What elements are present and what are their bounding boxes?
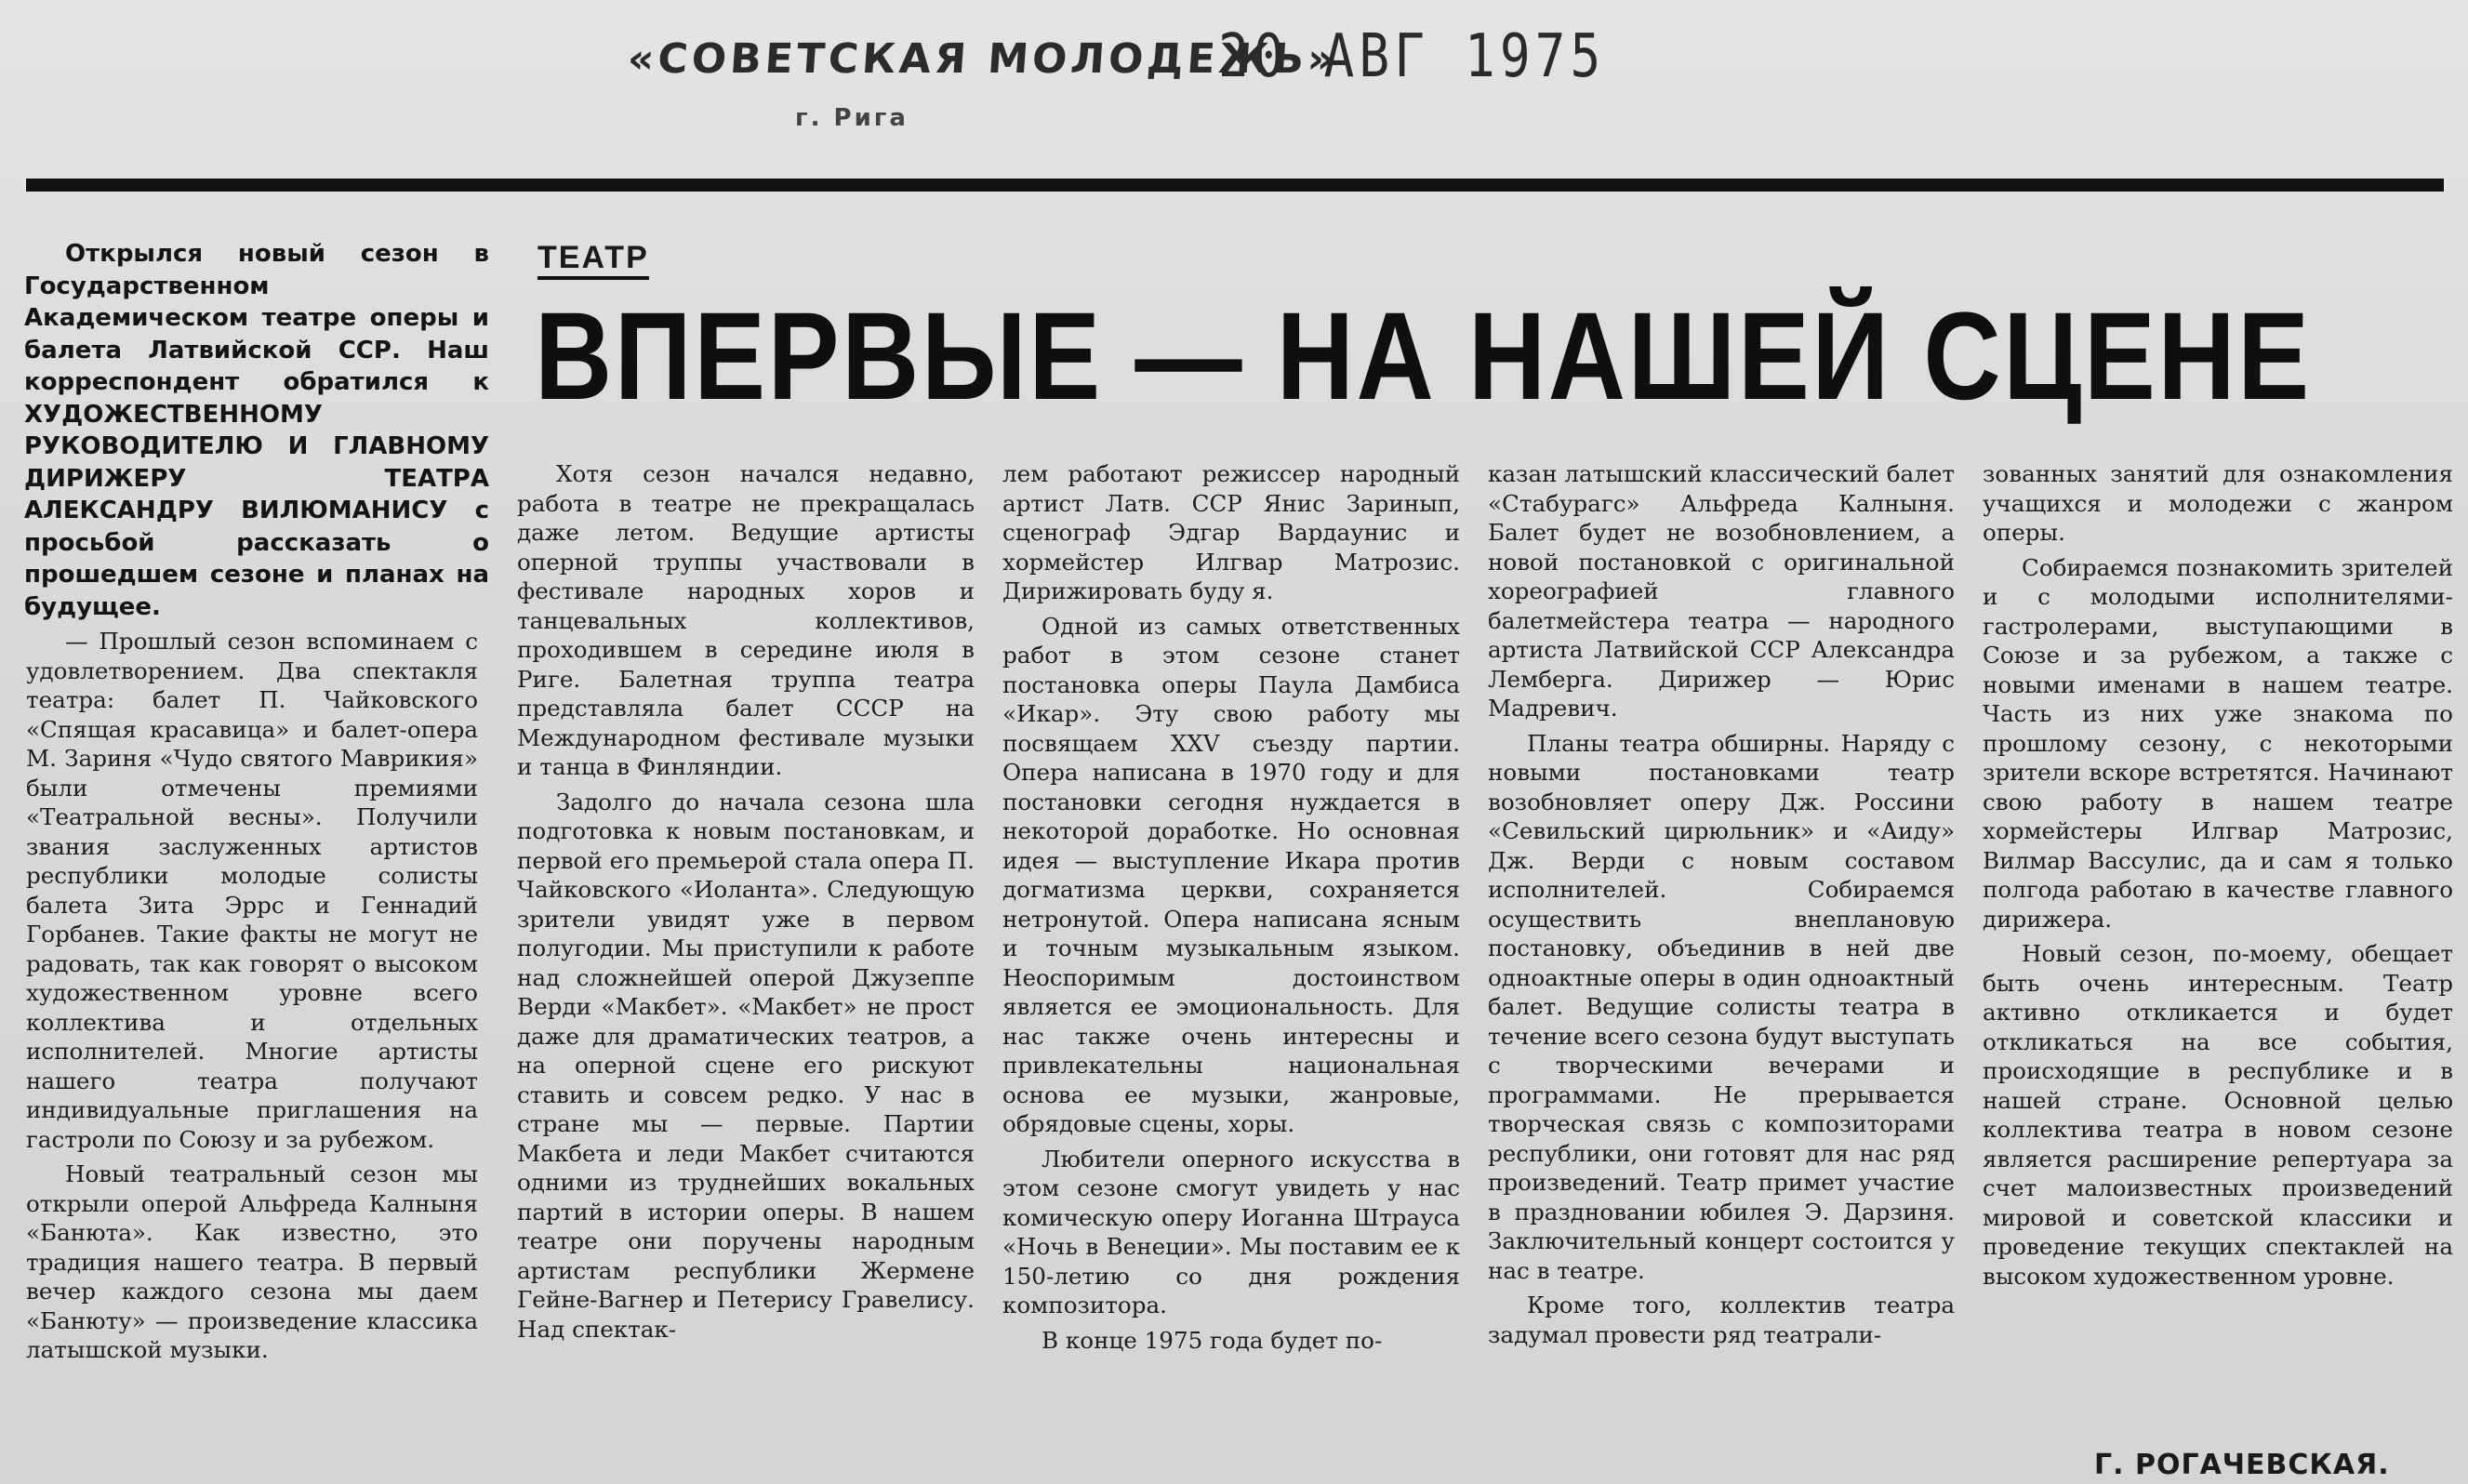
paragraph: Одной из самых ответственных работ в этом сезоне станет постановка оперы Паула Дамбиса «Икар». Эту свою работу мы посвящаем XXV съезду партии. Опера написана в 1970 году и для постановки сегодня нуждается в некоторой доработке. Но основная идея — выступление Икара против догматизма церкви, сохраняется нетронутой. Опера написана ясным и точным музыкальным языком. Неоспоримым достоинством является ее эмоциональность. Для нас также очень интересны и привлекательны национальная основа ее музыки, жанровые, обрядовые сцены, хоры. [1002,612,1460,1137]
rubric-label: ТЕАТР [537,240,649,280]
text-column-4 [1488,459,1955,1482]
paragraph: Хотя сезон начался недавно, работа в театре не прекращалась даже летом. Ведущие артисты оперной труппы участвовали в фестивале народных хоров и танцевальных коллективов, проходившем в середине июля в Риге. Балетная труппа театра представляла балет СССР на Международном фестивале музыки и танца в Финляндии. [517,460,975,780]
paragraph: Кроме того, коллектив театра задумал провести ряд театрали- [1488,1292,1955,1348]
text-column-3 [1002,459,1460,1482]
paragraph: В конце 1975 года будет по- [1042,1326,1383,1354]
top-rule-divider [26,179,2444,192]
paragraph: Планы театра обширны. Наряду с новыми постановками театр возобновляет оперу Дж. Россини «Севильский цирюльник» и «Аиду» Дж. Верди с новым составом исполнителей. Собираемся осуществить внеплановую постановку, объединив в ней две одноактные оперы в один одноактный балет. Ведущие солисты театра в течение всего сезона будут выступать с творческими вечерами и программами. Не прерывается творческая связь с композиторами республики, они готовят для нас ряд произведений. Театр примет участие в праздновании юбилея Э. Дарзиня. Заключительный концерт состоится у нас в театре. [1488,729,1955,1284]
paragraph: Любители оперного искусства в этом сезоне смогут увидеть у нас комическую оперу Иоганна Штрауса «Ночь в Венеции». Мы поставим ее к 150-летию со дня рождения композитора. [1002,1145,1460,1318]
article-lead: Открылся новый сезон в Государственном Академическом театре оперы и балета Латвийской ССР. Наш корреспондент обратился к ХУДОЖЕСТВЕННОМУ РУКОВОДИТЕЛЮ И ГЛАВНОМУ ДИРИЖЕРУ ТЕАТРА АЛЕКСАНДРУ ВИЛЮМАНИСУ с просьбой рассказать о прошедшем сезоне и планах на будущее. [24,240,489,621]
paragraph: Собираемся познакомить зрителей и с молодыми исполнителями-гастролерами, выступающими в Союзе и за рубежом, а также с новыми именами в нашем театре. Часть из них уже знакома по прошлому сезону, с некоторыми зрители вскоре встретятся. Начинают свою работу в нашем театре хормейстеры Илгвар Матрозис, Вилмар Вассулис, да и сам я только полгода работаю в качестве главного дирижера. [1983,553,2453,933]
article-headline: ВПЕРВЫЕ — НА НАШЕЙ СЦЕНЕ [535,287,2312,426]
paragraph: зованных занятий для ознакомления учащихся и молодежи с жанром оперы. [1983,460,2453,546]
text-column-5 [1983,459,2453,1454]
date-stamp: 20 АВГ 1975 [1218,22,1606,91]
paragraph: Задолго до начала сезона шла подготовка к новым постановкам, и первой его премьерой стала опера П. Чайковского «Иоланта». Следующую зрители увидят уже в первом полугодии. Мы приступили к работе над сложнейшей оперой Джузеппе Верди «Макбет». «Макбет» не прост даже для драматических театров, а на оперной сцене его рискуют ставить и совсем редко. У нас в стране мы — первые. Партии Макбета и леди Макбет считаются одними из труднейших вокальных партий в истории оперы. В нашем театре они поручены народным артистам республики Жермене Гейне-Вагнер и Петерису Гравелису. Над спектак- [517,788,975,1343]
article [0,192,2468,1484]
paragraph: Новый сезон, по-моему, обещает быть очень интересным. Театр активно откликается и будет откликаться на все события, происходящие в республике и в нашей стране. Основной целью коллектива театра в новом сезоне является расширение репертуара за счет малоизвестных произведений мировой и советской классики и проведение текущих спектаклей на высоком художественном уровне. [1983,940,2453,1290]
paragraph: лем работают режиссер народный артист Латв. ССР Янис Заринып, сценограф Эдгар Вардаунис и хормейстер Илгвар Матрозис. Дирижировать буду я. [1002,460,1460,604]
paragraph: Новый театральный сезон мы открыли оперой Альфреда Калныня «Банюта». Как известно, это традиция нашего театра. В первый вечер каждого сезона мы даем «Банюту» — произведение классика латышской музыки. [26,1160,478,1363]
paragraph: казан латышский классический балет «Стабурагс» Альфреда Калныня. Балет будет не возобновлением, а новой постановкой с оригинальной хореографией главного балетмейстера театра — народного артиста Латвийской ССР Александра Лемберга. Дирижер — Юрис Мадревич. [1488,460,1955,722]
newspaper-name-stamp: «СОВЕТСКАЯ МОЛОДЕЖЬ» [626,35,1340,83]
author-signature: Г. РОГАЧЕВСКАЯ. [2094,1449,2390,1481]
paragraph: — Прошлый сезон вспоминаем с удовлетворением. Два спектакля театра: балет П. Чайковского «Спящая красавица» и балет-опера М. Зариня «Чудо святого Маврикия» были отмечены премиями «Театральной весны». Получили звания заслуженных артистов республики молодые солисты балета Зита Эррс и Геннадий Горбанев. Такие факты не могут не радовать, так как говорят о высоком художественном уровне всего коллектива и отдельных исполнителей. Многие артисты нашего театра получают индивидуальные приглашения на гастроли по Союзу и за рубежом. [26,628,478,1153]
city-stamp: г. Рига [795,104,909,132]
text-column-2 [517,459,975,1482]
text-column-1 [26,627,478,1477]
